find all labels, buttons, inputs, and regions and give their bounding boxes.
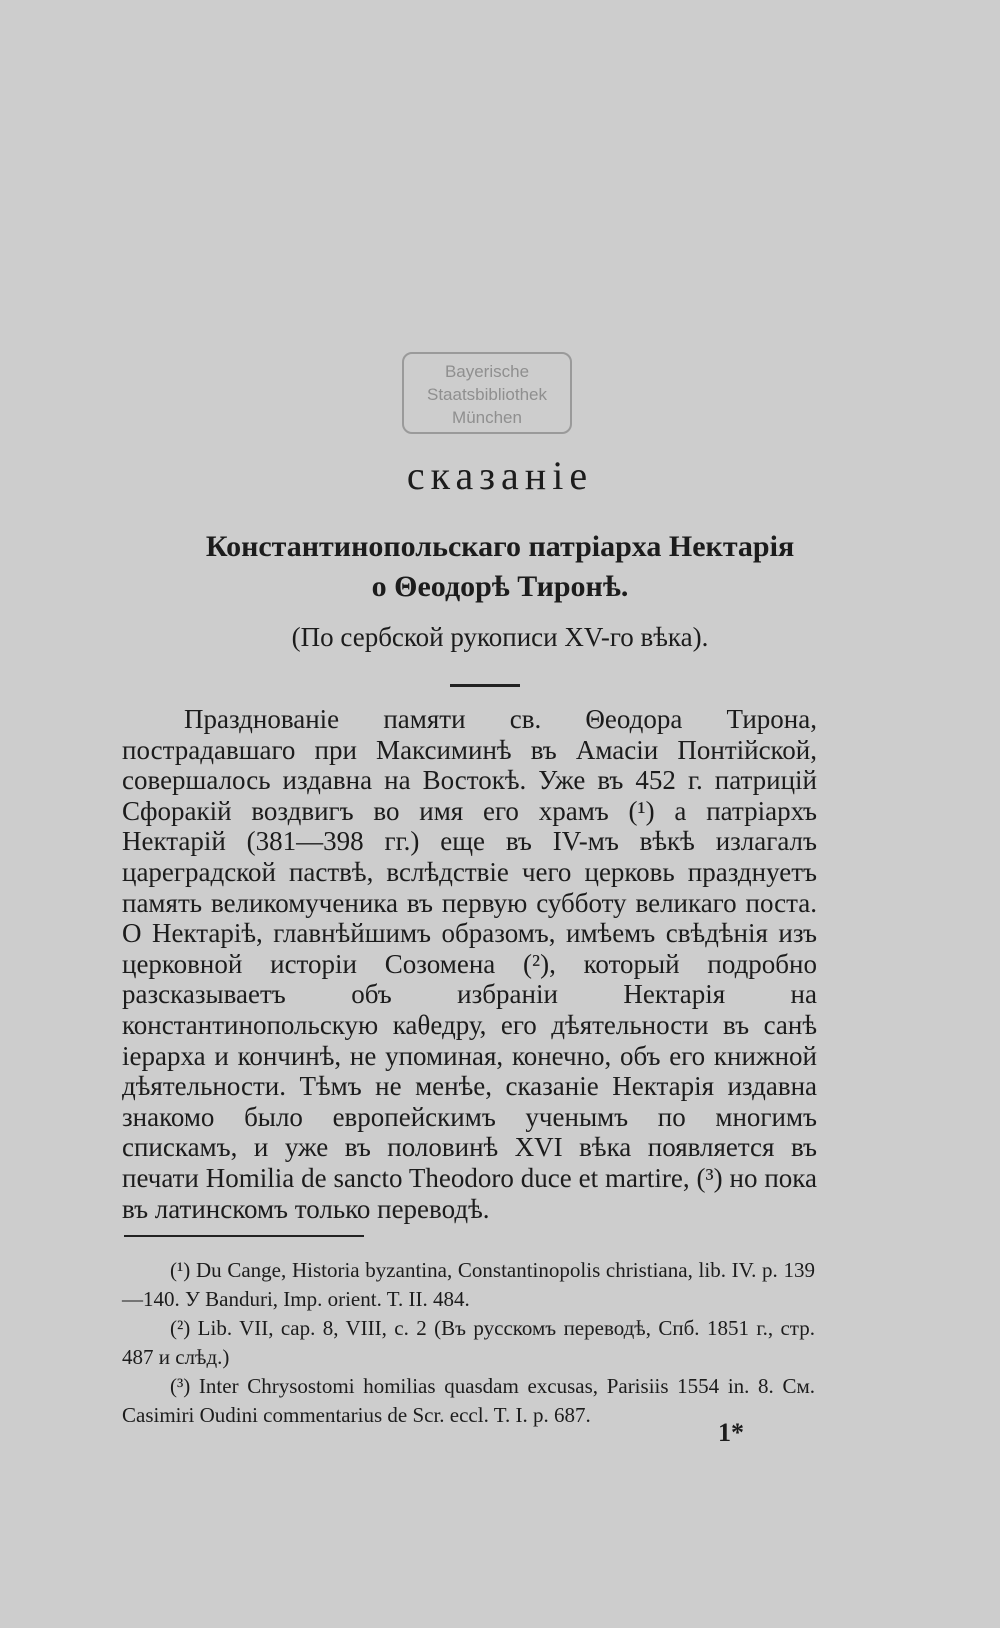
footnote-divider: [124, 1235, 364, 1237]
page-number: 1*: [718, 1418, 744, 1447]
source-note: (По сербской рукописи XV-го вѣка).: [291, 622, 709, 652]
stamp-line-1: Bayerische: [444, 362, 530, 381]
main-text: [122, 704, 817, 1224]
stamp-line-3: München: [452, 408, 522, 427]
section-divider: [450, 684, 520, 687]
subtitle-line-2: о Θеодорѣ Тиронѣ.: [371, 570, 629, 603]
footnote-2: (²) Lib. VII, cap. 8, VIII, c. 2 (Въ русскомъ переводѣ, Спб. 1851 г., стр. 487 и слѣд.): [122, 1316, 815, 1369]
footnote-1: (¹) Du Cange, Historia byzantina, Constantinopolis christiana, lib. IV. p. 139—140. У Bandurі, Imp. orient. T. II. 484.: [122, 1258, 815, 1311]
stamp-line-2: Staatsbibliothek: [426, 385, 548, 404]
page-title: сказанiе: [406, 453, 594, 498]
library-stamp: [402, 352, 572, 434]
footnote-3: (³) Inter Chrysostomi homilias quasdam excusas, Parisiis 1554 in. 8. См. Casimiri Oudini commentarius de Scr. eccl. T. I. p. 687.: [122, 1374, 815, 1427]
body-paragraph: Празднованiе памяти св. Θеодора Тирона, пострадавшаго при Максиминѣ въ Амасiи Понтiйской, совершалось издавна на Востокѣ. Уже въ 452 г. патрицiй Сфоракiй воздвигъ во имя его храмъ (¹) а патрiархъ Нектарiй (381—398 гг.) еще въ IV-мъ вѣкѣ излагалъ цареградской паствѣ, вслѣдствiе чего церковь празднуетъ память великомученика въ первую субботу великаго поста. О Нектарiѣ, главнѣйшимъ образомъ, имѣемъ свѣдѣнiя изъ церковной исторiи Созомена (²), который подробно разсказываетъ объ избранiи Нектарiя на константинопольскую каθедру, его дѣятельности въ санѣ iерарха и кончинѣ, не упоминая, конечно, объ его книжной дѣятельности. Тѣмъ не менѣе, сказанiе Нектарiя издавна знакомо было европейскимъ ученымъ по многимъ спискамъ, и уже въ половинѣ XVI вѣка появляется въ печати Homilia de sancto Theodoro duce et martire, (³) но пока въ латинскомъ только переводѣ.: [122, 704, 817, 1224]
subtitle-line-1: Константинопольскаго патрiарха Нектарiя: [205, 530, 795, 563]
footnotes: [122, 1256, 815, 1430]
